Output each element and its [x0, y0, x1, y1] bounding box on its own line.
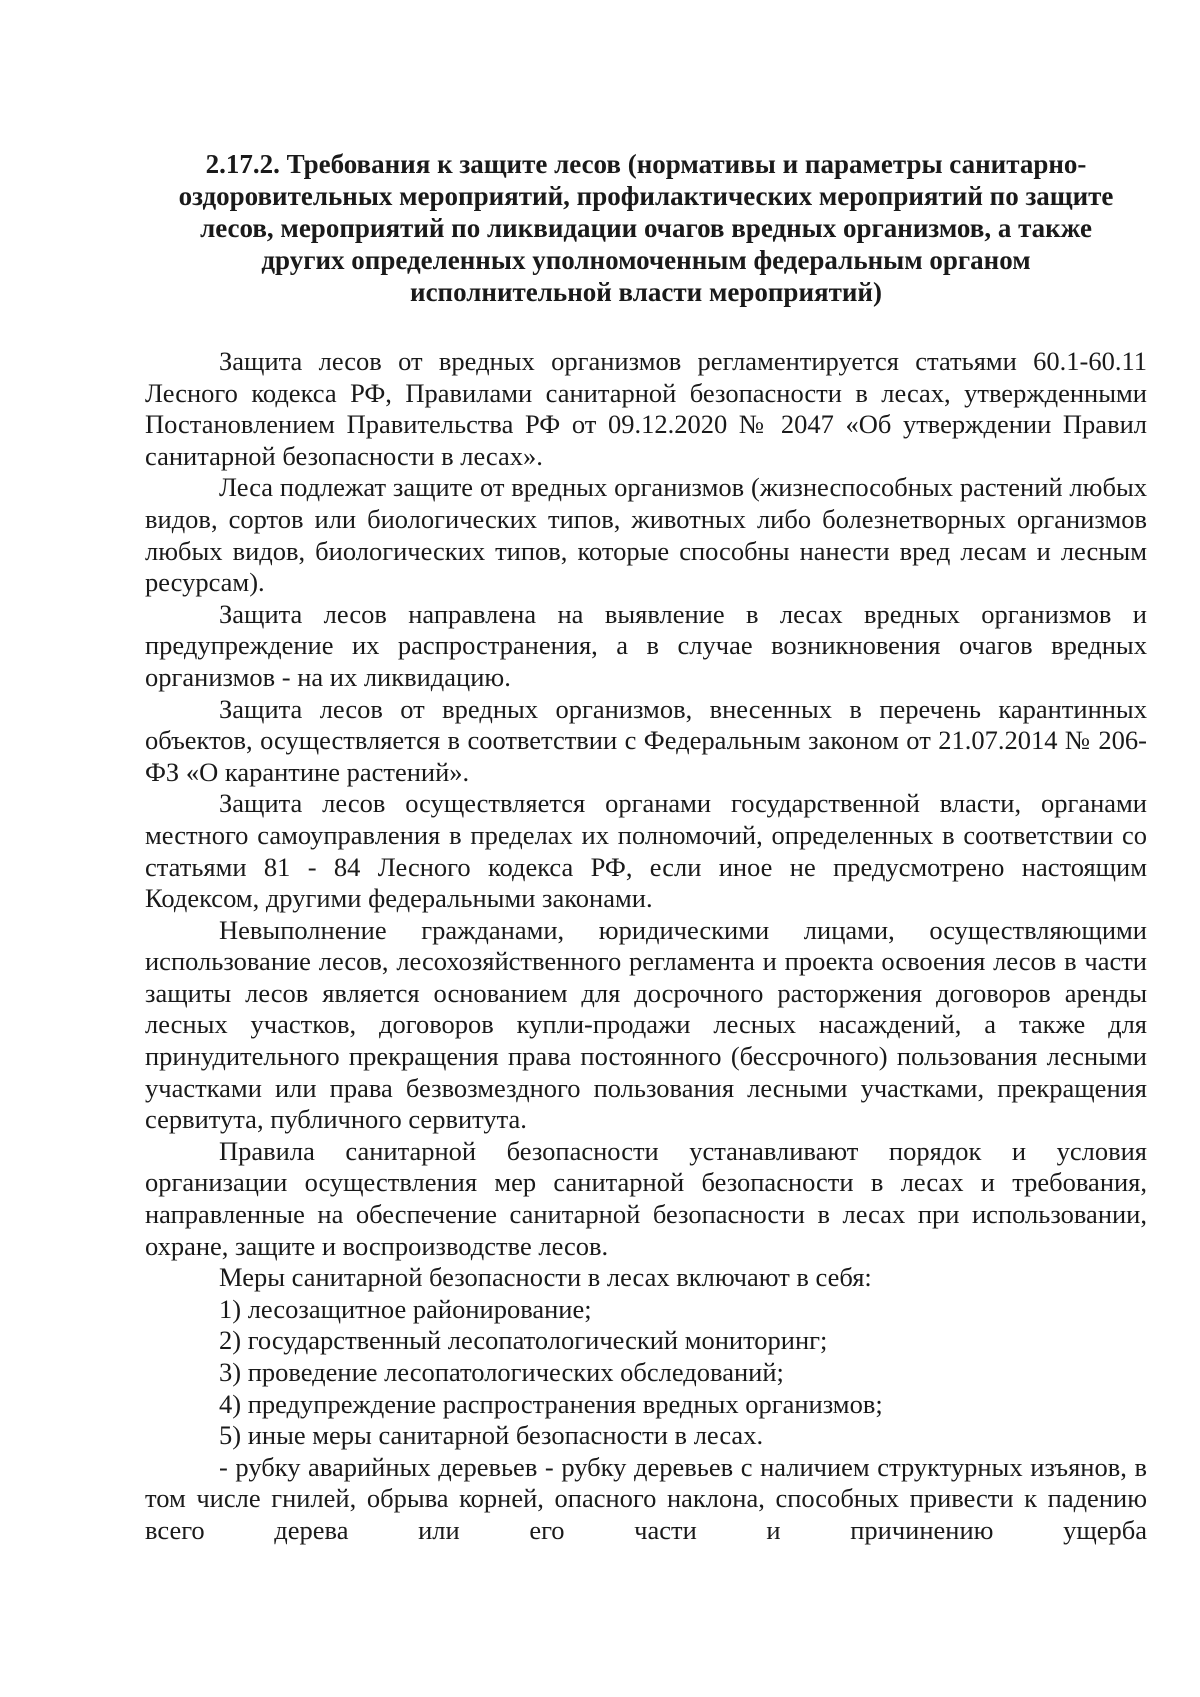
list-item: 3) проведение лесопатологических обследований;: [219, 1357, 784, 1387]
list-item: 2) государственный лесопатологический мониторинг;: [219, 1325, 828, 1356]
paragraph-noncompliance: Невыполнение гражданами, юридическими лицами, осуществляющими использование лесов, лесохозяйственного регламента и проекта освоения лесов в части защиты лесов является основанием для досрочного расторжения договоров аренды лесных участков, договоров купли-продажи лесных насаждений, а также для принудительного прекращения права постоянного (бессрочного) пользования лесными участками или права безвозмездного пользования лесными участками, прекращения сервитута, публичного сервитута.: [145, 914, 1147, 1135]
paragraph-legal-basis: Защита лесов от вредных организмов регламентируется статьями 60.1-60.11 Лесного кодекса РФ, Правилами санитарной безопасности в лесах, утвержденными Постановлением Правительства РФ от 09.12.2020 № 2047 «Об утверждении Правил санитарной безопасности в лесах».: [145, 346, 1147, 471]
paragraph-protection-aim: Защита лесов направлена на выявление в лесах вредных организмов и предупреждение их распространения, а в случае возникновения очагов вредных организмов - на их ликвидацию.: [145, 598, 1147, 692]
paragraph-authorities: Защита лесов осуществляется органами государственной власти, органами местного самоуправления в пределах их полномочий, определенных в соответствии со статьями 81 - 84 Лесного кодекса РФ, если иное не предусмотрено настоящим Кодексом, другими федеральными законами.: [145, 788, 1147, 914]
list-item: 5) иные меры санитарной безопасности в лесах.: [219, 1420, 764, 1451]
paragraph-protection-scope: Леса подлежат защите от вредных организмов (жизнеспособных растений любых видов, сортов или биологических типов, животных либо болезнетворных организмов любых видов, биологических типов, которые способны нанести вред лесам и лесным ресурсам).: [145, 472, 1147, 598]
paragraph-emergency-felling: - рубку аварийных деревьев - рубку деревьев с наличием структурных изъянов, в том числе гнилей, обрыва корней, опасного наклона, способных привести к падению всего дерева или его части и причинению ущерба: [145, 1451, 1147, 1545]
list-item: 4) предупреждение распространения вредных организмов;: [219, 1388, 883, 1419]
heading-line: лесов, мероприятий по ликвидации очагов вредных организмов, а также: [200, 213, 1092, 243]
paragraph-sanitary-rules: Правила санитарной безопасности устанавливают порядок и условия организации осуществления мер санитарной безопасности в лесах и требования, направленные на обеспечение санитарной безопасности в лесах при использовании, охране, защите и воспроизводстве лесов.: [145, 1135, 1147, 1261]
heading-line: 2.17.2. Требования к защите лесов (нормативы и параметры санитарно-: [205, 149, 1087, 179]
section-heading: [145, 148, 1147, 308]
measures-list: [145, 1294, 1147, 1452]
list-item: 1) лесозащитное районирование;: [219, 1293, 592, 1324]
paragraph-measures-intro: Меры санитарной безопасности в лесах включают в себя:: [219, 1262, 872, 1293]
heading-line: оздоровительных мероприятий, профилактических мероприятий по защите: [178, 181, 1114, 211]
heading-line: других определенных уполномоченным федеральным органом: [261, 245, 1031, 275]
paragraph-quarantine: Защита лесов от вредных организмов, внесенных в перечень карантинных объектов, осуществляется в соответствии с Федеральным законом от 21.07.2014 № 206-ФЗ «О карантине растений».: [145, 693, 1147, 787]
document-page: [145, 148, 1147, 1547]
heading-line: исполнительной власти мероприятий): [410, 277, 882, 307]
